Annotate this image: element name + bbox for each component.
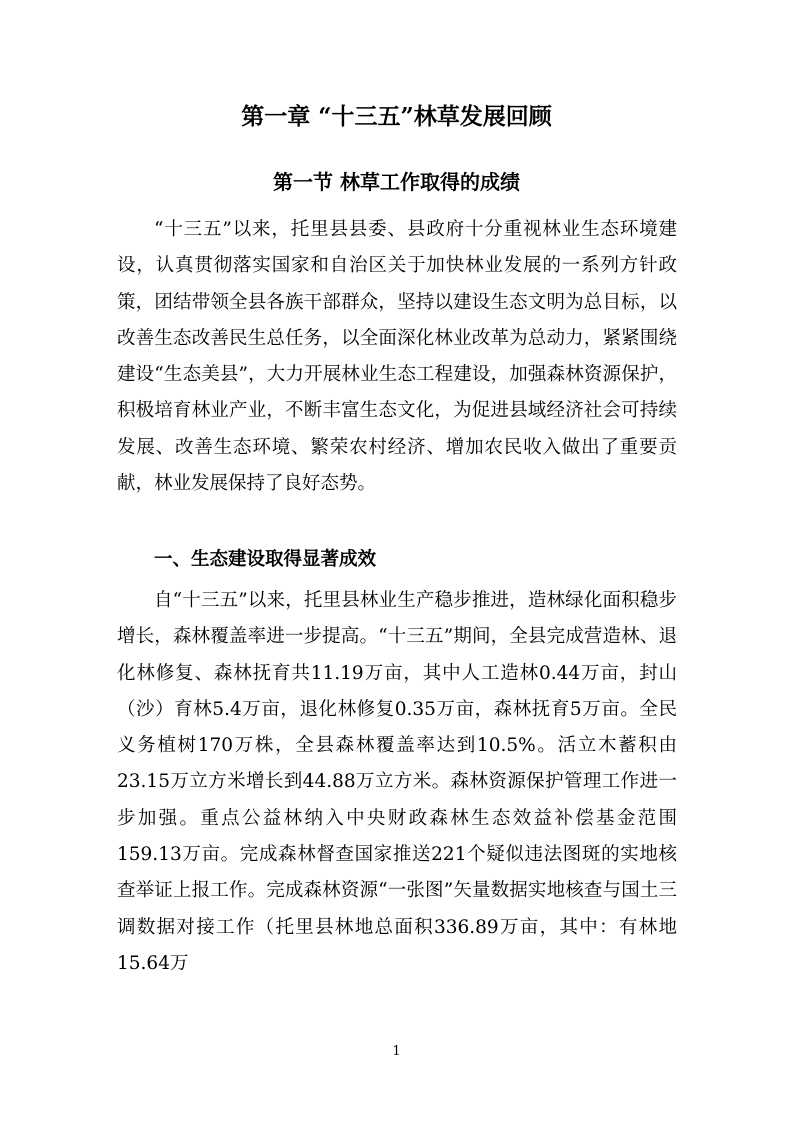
body-paragraph-2: 自“十三五”以来，托里县林业生产稳步推进，造林绿化面积稳步增长，森林覆盖率进一步提高。“十三五”期间，全县完成营造林、退化林修复、森林抚育共11.19万亩，其中人工造林0.44万亩，封山（沙）育林5.4万亩，退化林修复0.35万亩，森林抚育5万亩。全民义务植树170万株，全县森林覆盖率达到10.5%。活立木蓄积由23.15万立方米增长到44.88万立方米。森林资源保护管理工作进一步加强。重点公益林纳入中央财政森林生态效益补偿基金范围159.13万亩。完成森林督查国家推送221个疑似违法图斑的实地核查举证上报工作。完成森林资源“一张图”矢量数据实地核查与国土三调数据对接工作（托里县林地总面积336.89万亩，其中：有林地15.64万 xyxy=(117,590,677,974)
section-title: 第一节 林草工作取得的成绩 xyxy=(273,170,520,194)
subheading-ecological-construction: 一、生态建设取得显著成效 xyxy=(154,549,377,570)
body-paragraph-1: “十三五”以来，托里县县委、县政府十分重视林业生态环境建设，认真贯彻落实国家和自治区关于加快林业发展的一系列方针政策，团结带领全县各族干部群众，坚持以建设生态文明为总目标，以改善生态改善民生总任务，以全面深化林业改革为总动力，紧紧围绕建设“生态美县”，大力开展林业生态工程建设，加强森林资源保护，积极培育林业产业，不断丰富生态文化，为促进县域经济社会可持续发展、改善生态环境、繁荣农村经济、增加农民收入做出了重要贡献，林业发展保持了良好态势。 xyxy=(117,219,677,495)
chapter-title: 第一章 “十三五”林草发展回顾 xyxy=(241,103,552,130)
page-number: 1 xyxy=(392,1044,401,1059)
